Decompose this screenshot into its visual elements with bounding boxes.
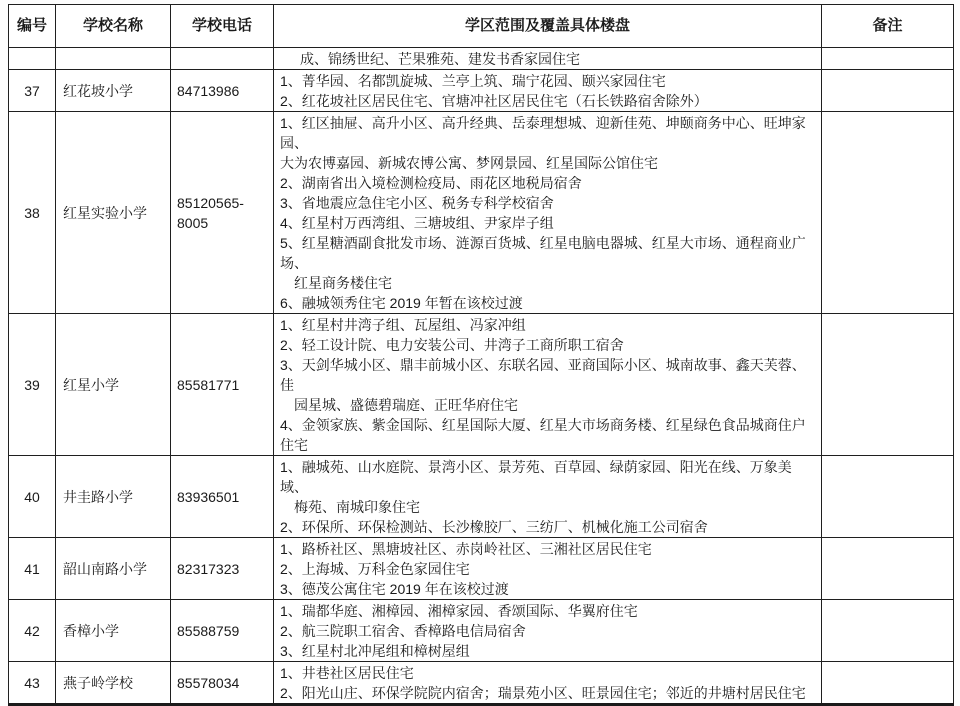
scope-line: 2、红花坡社区居民住宅、官塘冲社区居民住宅（石长铁路宿舍除外）	[280, 93, 708, 109]
cell-district-scope: 成、锦绣世纪、芒果雅苑、建发书香家园住宅	[274, 48, 822, 70]
scope-line: 1、路桥社区、黑塘坡社区、赤岗岭社区、三湘社区居民住宅	[280, 541, 652, 557]
scope-line: 1、菁华园、名都凯旋城、兰亭上筑、瑞宁花园、颐兴家园住宅	[280, 73, 666, 89]
table-row	[9, 112, 954, 314]
scope-line: 5、红星糖酒副食批发市场、涟源百货城、红星电脑电器城、红星大市场、通程商业广场、	[280, 235, 806, 271]
header-school-phone: 学校电话	[171, 5, 274, 48]
cell-no: 39	[9, 314, 56, 456]
cell-school-name: 燕子岭学校	[56, 662, 171, 705]
cell-district-scope	[274, 662, 822, 705]
scope-line: 1、井巷社区居民住宅	[280, 665, 414, 681]
cell-school-phone: 82317323	[171, 538, 274, 600]
scope-line: 梅苑、南城印象住宅	[280, 499, 420, 515]
cell-school-phone: 83936501	[171, 456, 274, 538]
scope-line: 6、融城领秀住宅 2019 年暂在该校过渡	[280, 295, 523, 311]
table-row	[9, 662, 954, 705]
cell-district-scope	[274, 456, 822, 538]
scope-line: 3、红星村北冲尾组和樟树屋组	[280, 643, 470, 659]
cell-remark	[822, 314, 954, 456]
scope-line: 1、瑞都华庭、湘樟园、湘樟家园、香颂国际、华翼府住宅	[280, 603, 638, 619]
header-no: 编号	[9, 5, 56, 48]
scope-line: 3、省地震应急住宅小区、税务专科学校宿舍	[280, 195, 554, 211]
scope-line: 大为农博嘉园、新城农博公寓、梦网景园、红星国际公馆住宅	[280, 155, 658, 171]
cell-school-name: 韶山南路小学	[56, 538, 171, 600]
cell-district-scope	[274, 112, 822, 314]
scope-line: 1、红区抽屉、高升小区、高升经典、岳泰理想城、迎新佳苑、坤颐商务中心、旺坤家园、	[280, 115, 806, 151]
cell-remark	[822, 48, 954, 70]
scope-line: 2、航三院职工宿舍、香樟路电信局宿舍	[280, 623, 526, 639]
continuation-row	[9, 48, 954, 70]
cell-school-phone: 85120565-8005	[171, 112, 274, 314]
scope-line: 3、德茂公寓住宅 2019 年在该校过渡	[280, 581, 509, 597]
cell-no: 41	[9, 538, 56, 600]
scope-line: 2、环保所、环保检测站、长沙橡胶厂、三纺厂、机械化施工公司宿舍	[280, 519, 708, 535]
cell-school-name: 红星实验小学	[56, 112, 171, 314]
cell-school-name: 红花坡小学	[56, 70, 171, 112]
cell-school-phone: 84713986	[171, 70, 274, 112]
table-row	[9, 70, 954, 112]
cell-district-scope	[274, 600, 822, 662]
cell-no: 40	[9, 456, 56, 538]
cell-school-phone: 85578034	[171, 662, 274, 705]
header-remark: 备注	[822, 5, 954, 48]
cell-remark	[822, 112, 954, 314]
cell-remark	[822, 538, 954, 600]
cell-school-phone	[171, 48, 274, 70]
cell-school-name	[56, 48, 171, 70]
scope-line: 1、融城苑、山水庭院、景湾小区、景芳苑、百草园、绿荫家园、阳光在线、万象美域、	[280, 459, 792, 495]
cell-school-name: 井圭路小学	[56, 456, 171, 538]
cell-no: 37	[9, 70, 56, 112]
header-district-scope: 学区范围及覆盖具体楼盘	[274, 5, 822, 48]
scope-line: 4、红星村万西湾组、三塘坡组、尹家岸子组	[280, 215, 554, 231]
page	[0, 4, 960, 701]
scope-line: 红星商务楼住宅	[280, 275, 392, 291]
cell-no: 43	[9, 662, 56, 705]
table-row	[9, 314, 954, 456]
scope-line: 4、金领家族、紫金国际、红星国际大厦、红星大市场商务楼、红星绿色食品城商住户住宅	[280, 417, 806, 453]
scope-line: 3、天剑华城小区、鼎丰前城小区、东联名园、亚商国际小区、城南故事、鑫天芙蓉、佳	[280, 357, 806, 393]
cell-no: 42	[9, 600, 56, 662]
cell-school-name: 香樟小学	[56, 600, 171, 662]
table-row	[9, 600, 954, 662]
cell-school-phone: 85588759	[171, 600, 274, 662]
cell-school-name: 红星小学	[56, 314, 171, 456]
cell-district-scope	[274, 538, 822, 600]
scope-line: 2、阳光山庄、环保学院院内宿舍；瑞景苑小区、旺景园住宅；邻近的井塘村居民住宅	[280, 685, 806, 701]
school-table-body	[9, 48, 954, 705]
school-district-table	[8, 4, 954, 706]
header-school-name: 学校名称	[56, 5, 171, 48]
scope-line: 1、红星村井湾子组、瓦屋组、冯家冲组	[280, 317, 526, 333]
table-header	[9, 5, 954, 48]
cell-district-scope	[274, 314, 822, 456]
cell-school-phone: 85581771	[171, 314, 274, 456]
scope-line: 2、轻工设计院、电力安装公司、井湾子工商所职工宿舍	[280, 337, 624, 353]
cell-remark	[822, 662, 954, 705]
cell-remark	[822, 70, 954, 112]
cell-remark	[822, 456, 954, 538]
cell-no: 38	[9, 112, 56, 314]
scope-line: 园星城、盛德碧瑞庭、正旺华府住宅	[280, 397, 518, 413]
cell-district-scope	[274, 70, 822, 112]
cell-remark	[822, 600, 954, 662]
scope-line: 2、上海城、万科金色家园住宅	[280, 561, 470, 577]
table-row	[9, 456, 954, 538]
scope-line: 2、湖南省出入境检测检疫局、雨花区地税局宿舍	[280, 175, 582, 191]
header-row	[9, 5, 954, 48]
cell-no	[9, 48, 56, 70]
table-row	[9, 538, 954, 600]
